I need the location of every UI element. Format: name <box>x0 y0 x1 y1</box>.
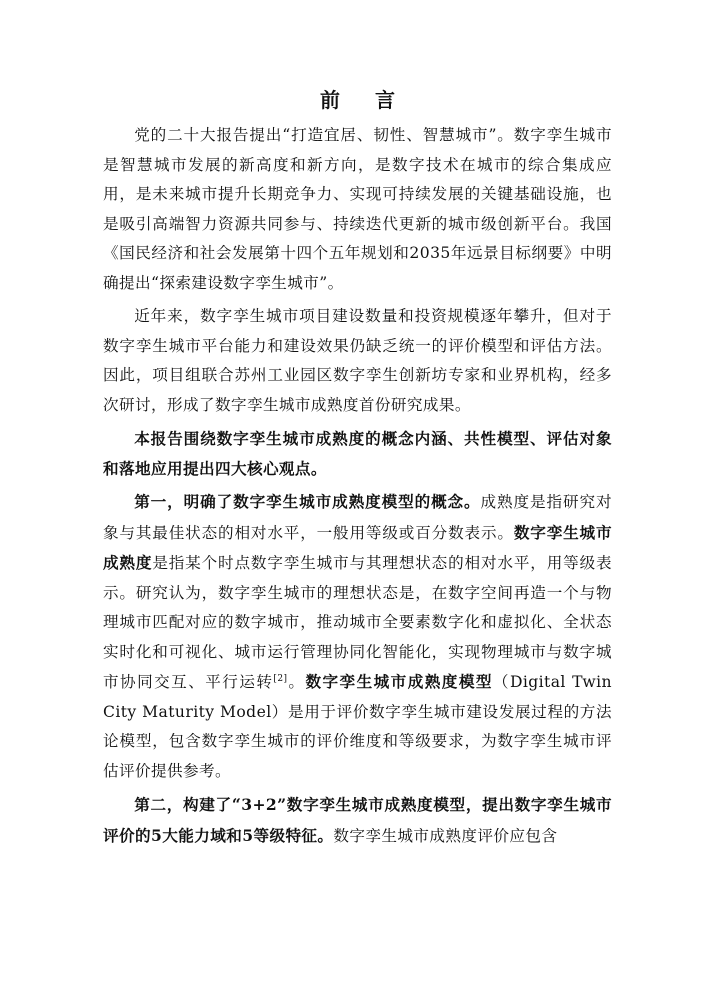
paragraph-background: 近年来，数字孪生城市项目建设数量和投资规模逐年攀升，但对于数字孪生城市平台能力和建设效果仍缺乏统一的评价模型和评估方法。因此，项目组联合苏州工业园区数字孪生创新坊专家和业界机构，经多次研讨，形成了数字孪生城市成熟度首份研究成果。 <box>103 307 612 414</box>
first-view-text-3: 。 <box>287 673 306 691</box>
page-title: 前 言 <box>320 88 409 112</box>
term-maturity-model: 数字孪生城市成熟度模型 <box>305 672 493 691</box>
second-view-lead: 第二，构建了“3+2”数字孪生城市成熟度模型，提出数字孪生城市评价的5大能力域和5等级特征。 <box>103 795 612 845</box>
first-view-lead: 第一，明确了数字孪生城市成熟度模型的概念。 <box>134 492 481 511</box>
first-view-text-1: 成熟度是指研究对象与其最佳状态的相对水平，一般用等级或百分数表示。 <box>103 493 612 542</box>
paragraph-first-view <box>103 487 612 786</box>
first-view-text-4: （Digital Twin City Maturity Model）是用于评价数字孪生城市建设发展过程的方法论模型，包含数字孪生城市的评价维度和等级要求，为数字孪生城市评估评价提供参考。 <box>103 673 612 780</box>
first-view-text-2: 是指某个时点数字孪生城市与其理想状态的相对水平，用等级表示。研究认为，数字孪生城市的理想状态是，在数字空间再造一个与物理城市匹配对应的数字城市，推动城市全要素数字化和虚拟化、全状态实时化和可视化、城市运行管理协同化智能化，实现物理城市与数字城市协同交互、平行运转 <box>103 554 613 691</box>
paragraph-core-views: 本报告围绕数字孪生城市成熟度的概念内涵、共性模型、评估对象和落地应用提出四大核心观点。 <box>103 429 612 478</box>
paragraph-second-view <box>103 790 612 851</box>
second-view-text-1: 数字孪生城市成熟度评价应包含 <box>333 826 558 845</box>
term-maturity: 数字孪生城市成熟度 <box>103 522 612 572</box>
paragraph-intro: 党的二十大报告提出“打造宜居、韧性、智慧城市”。数字孪生城市是智慧城市发展的新高度和新方向，是数字技术在城市的综合集成应用，是未来城市提升长期竞争力、实现可持续发展的关键基础设施，也是吸引高端智力资源共同参与、持续迭代更新的城市级创新平台。我国《国民经济和社会发展第十四个五年规划和2035年远景目标纲要》中明确提出“探索建设数字孪生城市”。 <box>103 126 612 292</box>
reference-marker[interactable]: [2] <box>273 673 288 684</box>
